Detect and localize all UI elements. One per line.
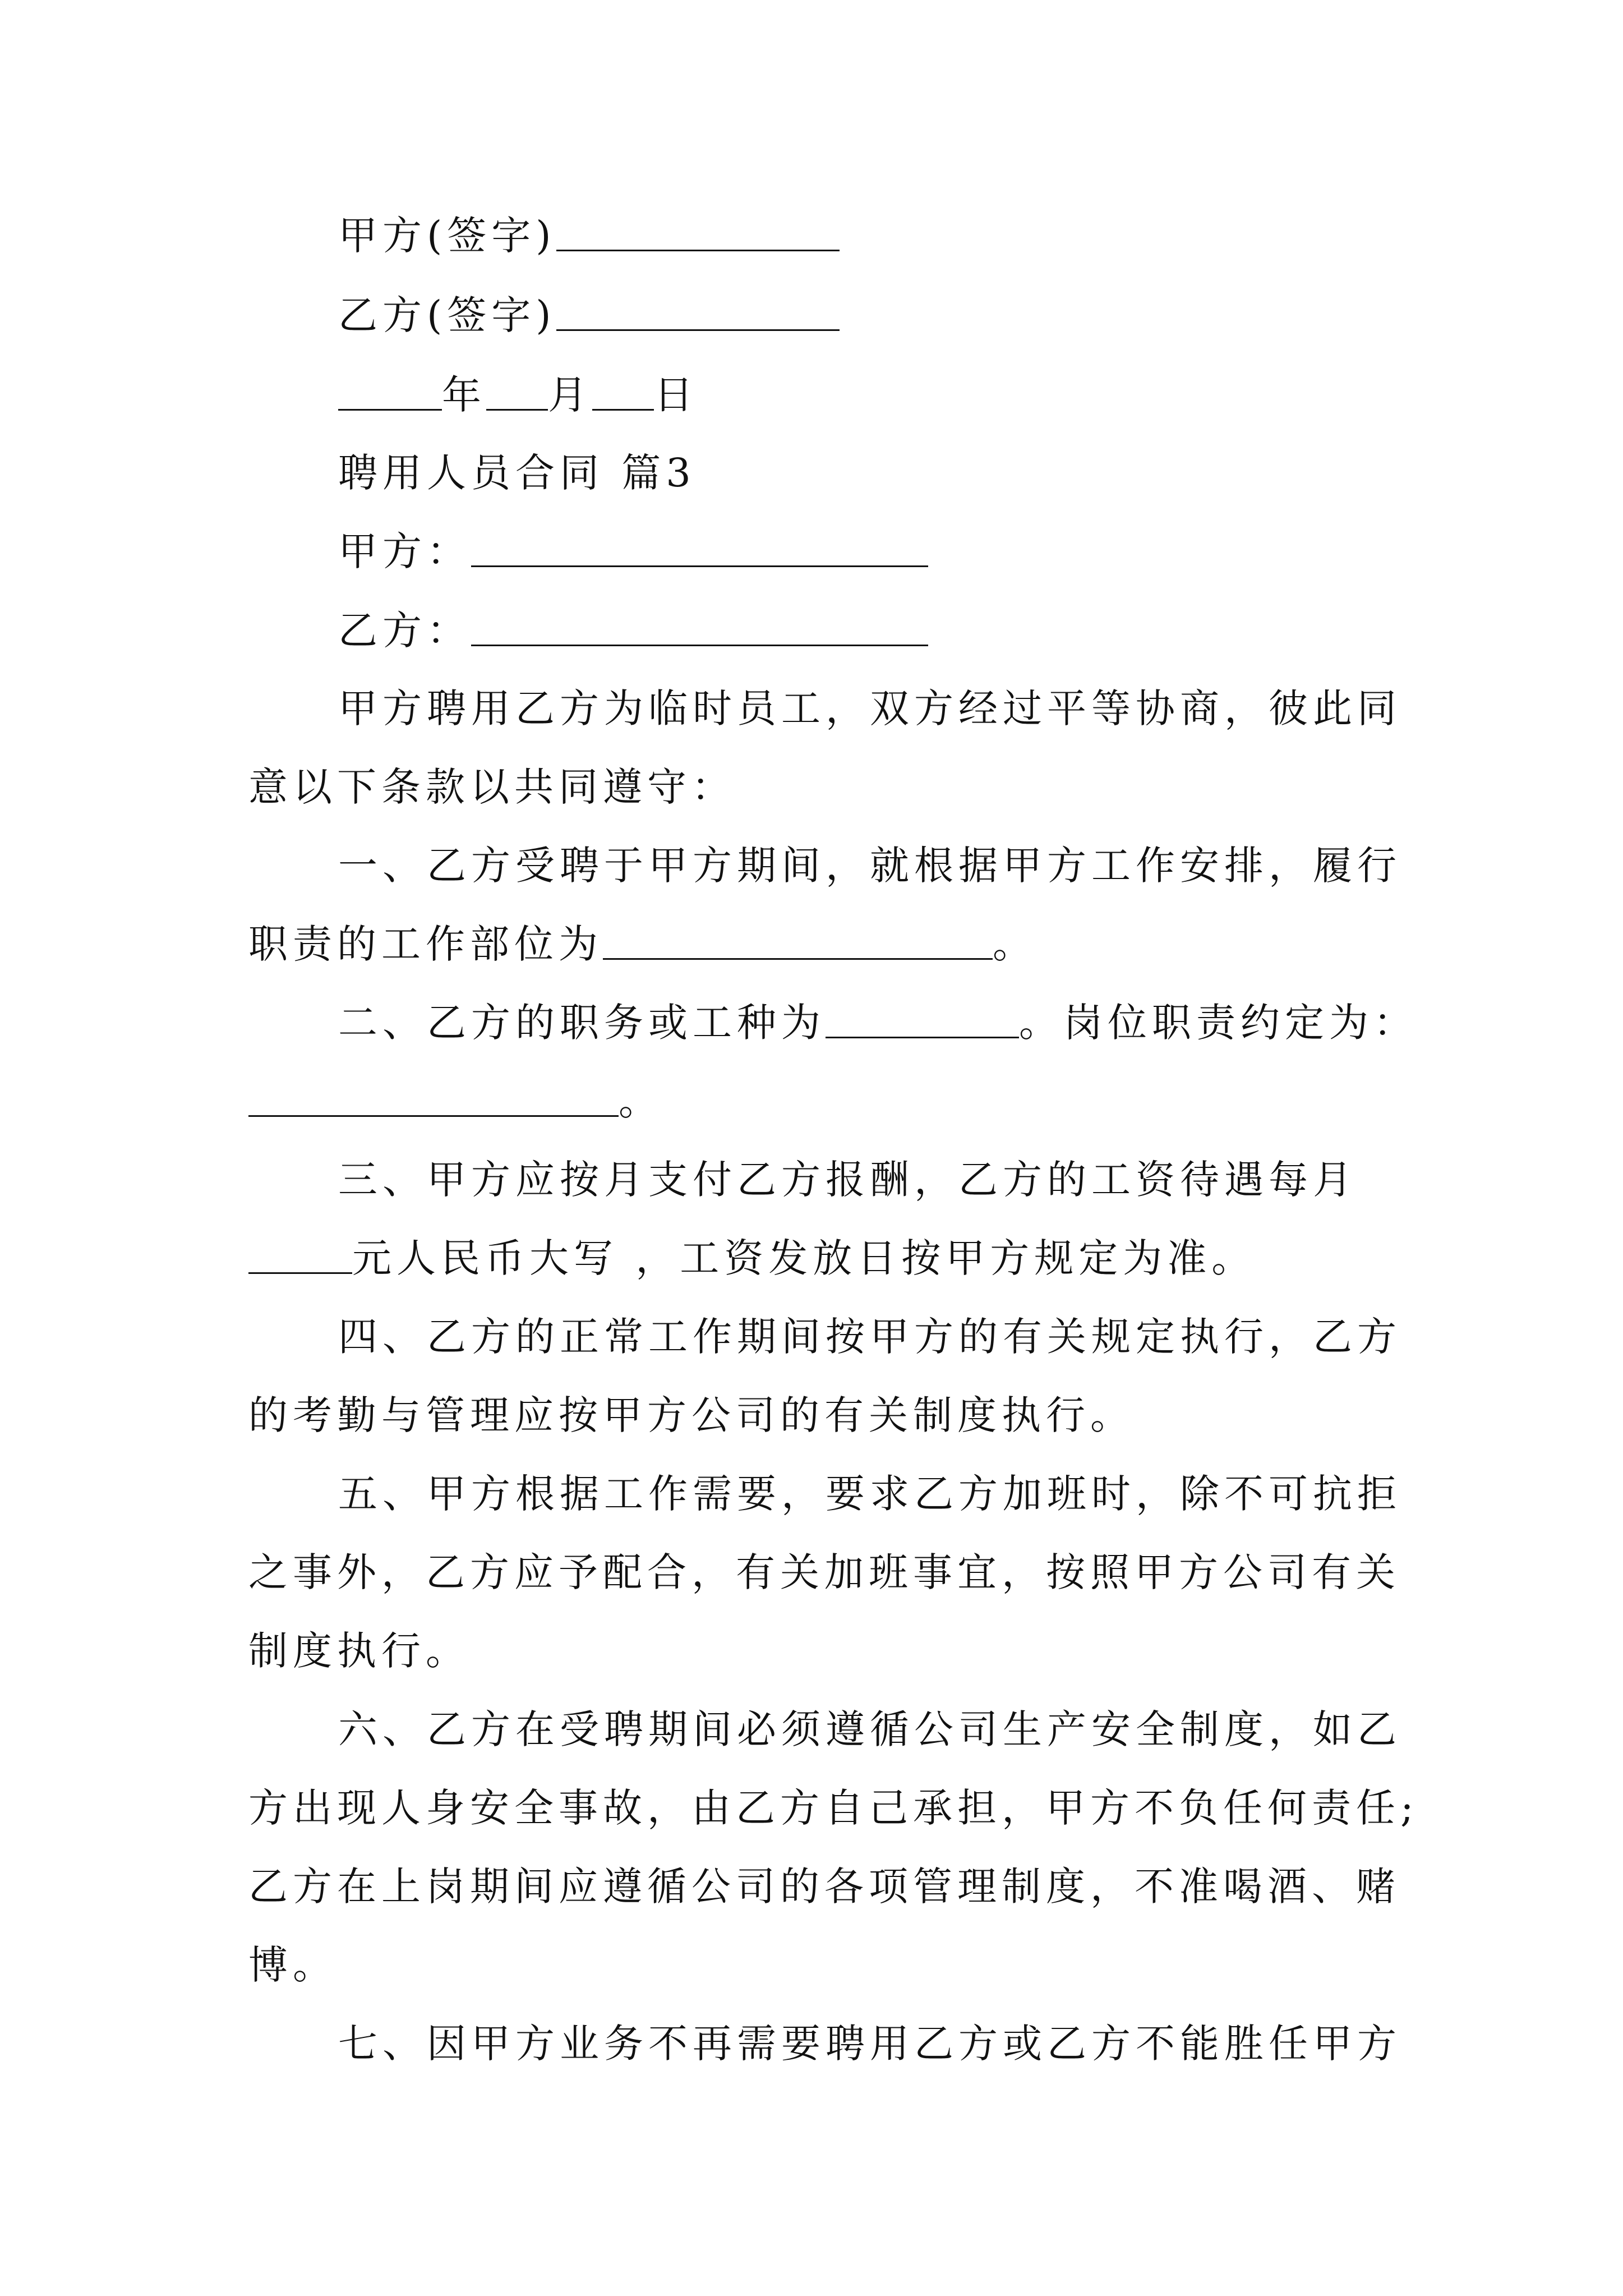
party-b-blank [471,605,928,646]
clause-1-line-1: 一、乙方受聘于甲方期间，就根据甲方工作安排，履行 [338,843,1401,889]
year-blank [338,370,442,411]
salary-blank [248,1233,352,1274]
intro-line-1: 甲方聘用乙方为临时员工，双方经过平等协商，彼此同 [338,685,1401,731]
day-blank [592,370,654,411]
clause-6-line-3: 乙方在上岗期间应遵循公司的各项管理制度，不准喝酒、赌 [248,1864,1400,1910]
party-a-signature-line [338,208,840,264]
work-position-blank [603,919,993,960]
clause-1-line-2 [248,916,1037,972]
contract-title: 聘用人员合同 篇3 [338,450,696,496]
clause-1-period: 。 [993,921,1037,967]
clause-7-line-1: 七、因甲方业务不再需要聘用乙方或乙方不能胜任甲方 [338,2021,1401,2067]
job-title-blank [826,997,1019,1038]
clause-4-line-1: 四、乙方的正常工作期间按甲方的有关规定执行，乙方 [338,1314,1401,1360]
clause-2-text-a: 二、乙方的职务或工种为 [338,1000,826,1046]
duty-blank [248,1076,619,1117]
year-label: 年 [442,372,486,418]
clause-2-line-1 [338,995,1418,1051]
day-label: 日 [654,372,698,418]
clause-3-text: 元人民币大写 ，工资发放日按甲方规定为准。 [352,1235,1256,1281]
date-line [338,367,698,423]
clause-6-line-1: 六、乙方在受聘期间必须遵循公司生产安全制度，如乙 [338,1706,1401,1752]
month-blank [486,370,548,411]
clause-4-line-2: 的考勤与管理应按甲方公司的有关制度执行。 [248,1392,1135,1438]
party-b-signature-blank [556,290,840,331]
clause-1-text: 职责的工作部位为 [248,921,603,967]
party-b-label: 乙方： [338,608,471,654]
clause-2-text-b: 。岗位职责约定为： [1019,1000,1418,1046]
party-a-line [338,523,928,579]
clause-2-period: 。 [619,1078,663,1124]
clause-3-line-2 [248,1230,1256,1286]
party-a-label: 甲方： [338,528,471,574]
intro-line-2: 意以下条款以共同遵守： [248,764,736,810]
clause-5-line-3: 制度执行。 [248,1628,470,1674]
month-label: 月 [548,372,592,418]
party-a-signature-label: 甲方(签字) [338,213,556,259]
party-b-signature-label: 乙方(签字) [338,292,556,338]
party-a-signature-blank [556,210,840,251]
clause-6-line-2: 方出现人身安全事故，由乙方自己承担，甲方不负任何责任; [248,1785,1419,1831]
clause-2-line-2 [248,1073,663,1129]
party-a-blank [471,526,928,567]
party-b-signature-line [338,287,840,343]
party-b-line [338,602,928,659]
clause-5-line-1: 五、甲方根据工作需要，要求乙方加班时，除不可抗拒 [338,1471,1401,1517]
clause-3-line-1: 三、甲方应按月支付乙方报酬，乙方的工资待遇每月 [338,1157,1357,1203]
clause-5-line-2: 之事外，乙方应予配合，有关加班事宜，按照甲方公司有关 [248,1549,1400,1595]
clause-6-line-4: 博。 [248,1942,337,1988]
